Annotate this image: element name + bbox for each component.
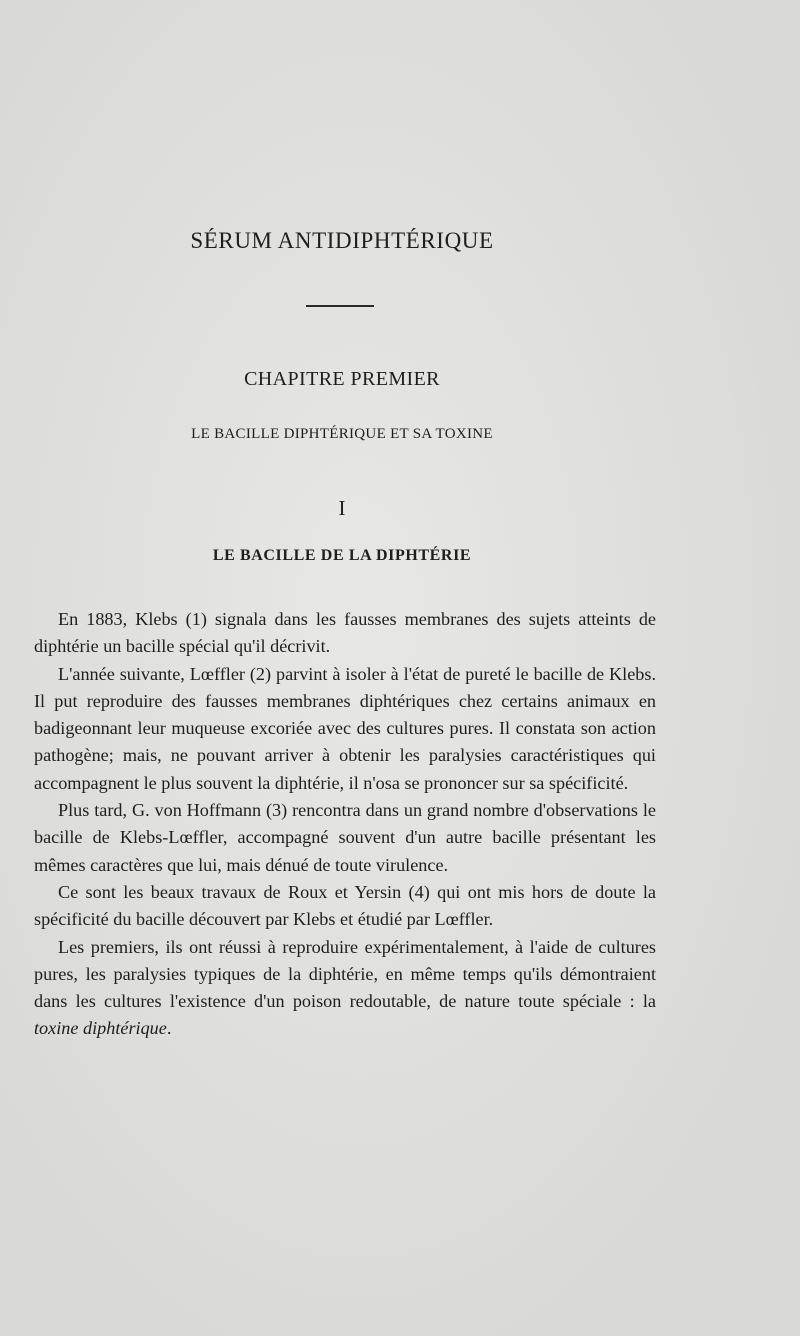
emphasis-text: toxine diphtérique [34,1018,167,1039]
paragraph: Ce sont les beaux travaux de Roux et Yersin (4) qui ont mis hors de doute la spécificité du bacille découvert par Klebs et étudié par Lœffler. [34,881,656,930]
paragraph-end: . [166,1018,172,1039]
paragraph: En 1883, Klebs (1) signala dans les fausses membranes des sujets atteints de diphtérie un bacille spécial qu'il décrivit. [34,609,656,657]
paragraph: L'année suivante, Lœffler (2) parvint à isoler à l'état de pureté le bacille de Klebs. Il put reproduire des fausses membranes diphtériques chez certains animaux en badigeonnant leur muqueuse excoriée avec des cultures pures. Il constata son action pathogène; mais, ne pouvant arriver à obtenir les paralysies caractéristiques qui accompagnent le plus souvent la diphtérie, il n'osa se prononcer sur sa spécificité. [34,663,656,793]
chapter-subtitle: LE BACILLE DIPHTÉRIQUE ET SA TOXINE [191,426,493,442]
section-title: LE BACILLE DE LA DIPHTÉRIE [212,547,472,564]
section-number: I [338,496,346,520]
body-text [34,606,656,1043]
running-title: SÉRUM ANTIDIPHTÉRIQUE [190,228,494,253]
paragraph: Plus tard, G. von Hoffmann (3) rencontra dans un grand nombre d'observations le bacille de Klebs-Lœffler, accompagné souvent d'un autre bacille présentant les mêmes caractères que lui, mais dénué de toute virulence. [34,800,656,875]
paragraph-text: Les premiers, ils ont réussi à reproduire expérimentalement, à l'aide de cultures pures, les paralysies typiques de la diphtérie, en même temps qu'ils démontraient dans les cultures l'existence d'un poison redoutable, de nature toute spéciale : la [34,936,656,1012]
paragraph [34,934,656,1043]
chapter-title: CHAPITRE PREMIER [244,368,440,390]
title-divider [306,305,374,307]
